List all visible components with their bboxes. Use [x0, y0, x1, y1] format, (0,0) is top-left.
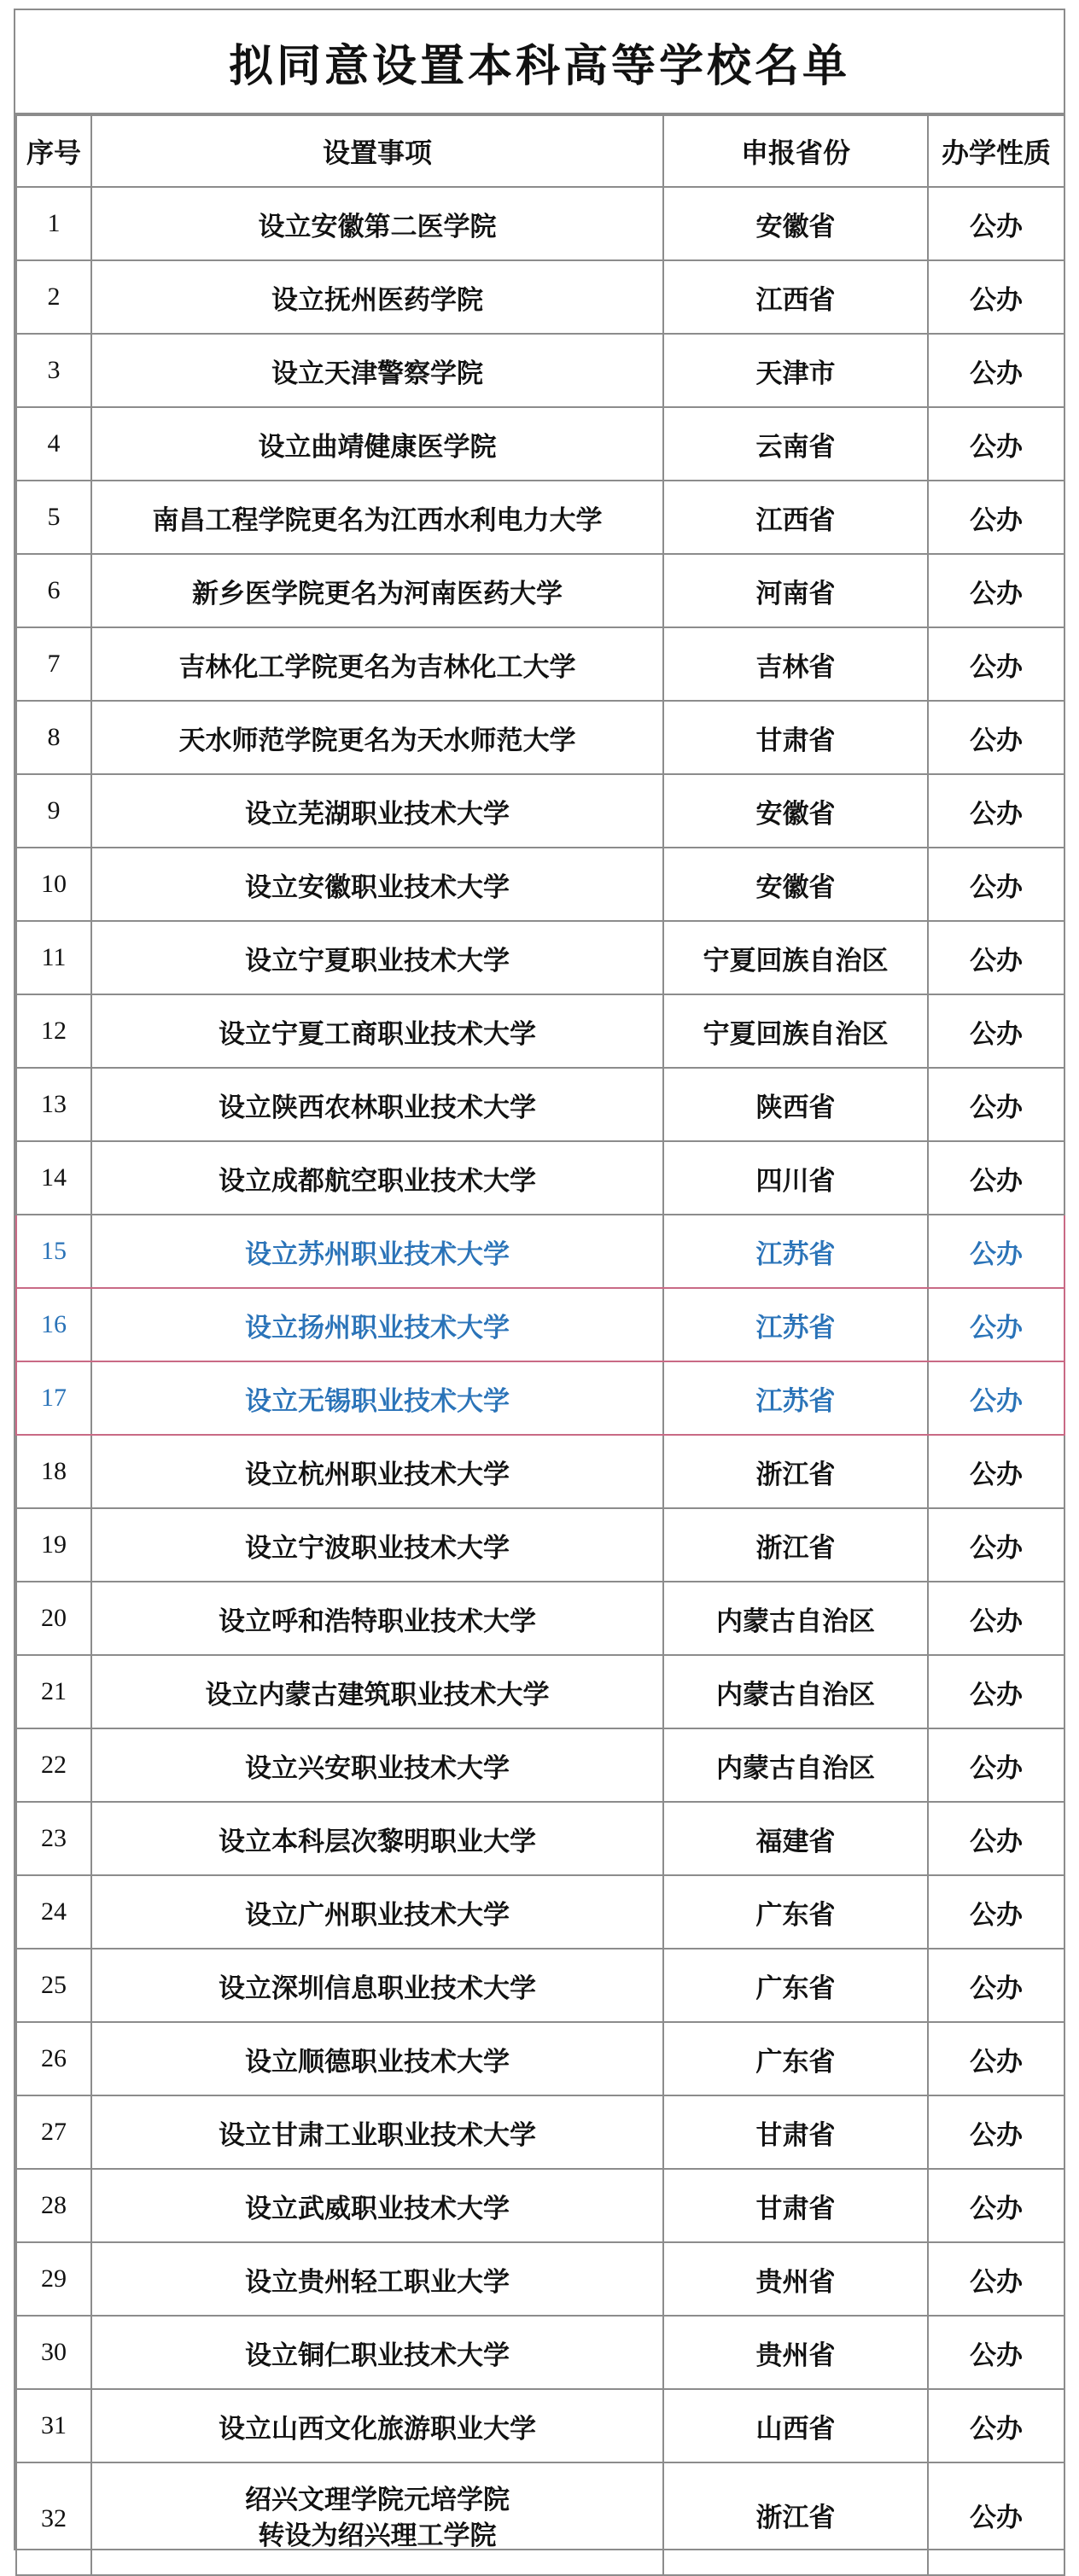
cell-province: 四川省: [663, 1141, 928, 1215]
cell-type: 公办: [928, 848, 1064, 921]
cell-province: 安徽省: [663, 187, 928, 260]
cell-item: 设立无锡职业技术大学: [91, 1361, 663, 1435]
cell-item: 天水师范学院更名为天水师范大学: [91, 701, 663, 774]
cell-province: 安徽省: [663, 848, 928, 921]
cell-province: 天津市: [663, 334, 928, 407]
cell-item: 吉林化工学院更名为吉林化工大学: [91, 627, 663, 701]
cell-type: 公办: [928, 1949, 1064, 2022]
cell-type: 公办: [928, 1582, 1064, 1655]
cell-item: 设立芜湖职业技术大学: [91, 774, 663, 848]
cell-seq: 21: [16, 1655, 91, 1728]
cell-type: 公办: [928, 2389, 1064, 2462]
cell-item: 设立铜仁职业技术大学: [91, 2316, 663, 2389]
school-list-table: [15, 114, 1065, 2576]
cell-item: 设立抚州医药学院: [91, 260, 663, 334]
cell-item: 设立兴安职业技术大学: [91, 1728, 663, 1802]
cell-province: 安徽省: [663, 774, 928, 848]
table-row: [16, 627, 1064, 701]
cell-type: 公办: [928, 1361, 1064, 1435]
cell-seq: 23: [16, 1802, 91, 1875]
cell-type: 公办: [928, 554, 1064, 627]
cell-province: 河南省: [663, 554, 928, 627]
cell-item: 设立陕西农林职业技术大学: [91, 1068, 663, 1141]
table-row: [16, 774, 1064, 848]
cell-item: 设立顺德职业技术大学: [91, 2022, 663, 2095]
table-row: [16, 921, 1064, 994]
table-row: [16, 701, 1064, 774]
cell-type: 公办: [928, 187, 1064, 260]
cell-province: 甘肃省: [663, 2169, 928, 2242]
cell-type: 公办: [928, 1068, 1064, 1141]
table-row: [16, 1508, 1064, 1582]
cell-seq: 25: [16, 1949, 91, 2022]
cell-seq: 5: [16, 481, 91, 554]
cell-item-line: 转设为绍兴理工学院: [258, 2521, 497, 2551]
cell-item: 设立甘肃工业职业技术大学: [91, 2095, 663, 2169]
cell-item: 设立扬州职业技术大学: [91, 1288, 663, 1361]
cell-province: 江西省: [663, 260, 928, 334]
table-row: [16, 1141, 1064, 1215]
table-row: [16, 187, 1064, 260]
cell-item: 设立苏州职业技术大学: [91, 1215, 663, 1288]
table-header-row: [16, 115, 1064, 187]
cell-type: 公办: [928, 2095, 1064, 2169]
cell-type: 公办: [928, 2022, 1064, 2095]
cell-type: 公办: [928, 1215, 1064, 1288]
cell-item: 设立本科层次黎明职业大学: [91, 1802, 663, 1875]
cell-item: 设立天津警察学院: [91, 334, 663, 407]
cell-seq: 31: [16, 2389, 91, 2462]
cell-seq: 15: [16, 1215, 91, 1288]
cell-item: 设立武威职业技术大学: [91, 2169, 663, 2242]
cell-type: 公办: [928, 2462, 1064, 2575]
cell-type: 公办: [928, 1728, 1064, 1802]
cell-item: 设立宁夏工商职业技术大学: [91, 994, 663, 1068]
table-row: [16, 2242, 1064, 2316]
cell-seq: 9: [16, 774, 91, 848]
cell-province: 宁夏回族自治区: [663, 921, 928, 994]
cell-province: 陕西省: [663, 1068, 928, 1141]
table-row: [16, 2095, 1064, 2169]
cell-seq: 16: [16, 1288, 91, 1361]
header-seq: 序号: [16, 115, 91, 187]
cell-province: 江西省: [663, 481, 928, 554]
cell-item-line: 绍兴文理学院元培学院: [245, 2485, 510, 2516]
cell-seq: 14: [16, 1141, 91, 1215]
cell-province: 山西省: [663, 2389, 928, 2462]
cell-type: 公办: [928, 994, 1064, 1068]
cell-seq: 8: [16, 701, 91, 774]
table-row: [16, 334, 1064, 407]
cell-type: 公办: [928, 1508, 1064, 1582]
cell-type: 公办: [928, 1435, 1064, 1508]
cell-item: 设立山西文化旅游职业大学: [91, 2389, 663, 2462]
cell-seq: 11: [16, 921, 91, 994]
table-row: [16, 994, 1064, 1068]
table-row: [16, 407, 1064, 481]
cell-province: 云南省: [663, 407, 928, 481]
cell-type: 公办: [928, 1802, 1064, 1875]
page-title: 拟同意设置本科高等学校名单: [15, 10, 1064, 114]
table-row: [16, 260, 1064, 334]
table-row: [16, 2169, 1064, 2242]
cell-seq: 17: [16, 1361, 91, 1435]
cell-seq: 18: [16, 1435, 91, 1508]
cell-province: 宁夏回族自治区: [663, 994, 928, 1068]
cell-type: 公办: [928, 334, 1064, 407]
table-row: [16, 1728, 1064, 1802]
header-item: 设置事项: [91, 115, 663, 187]
cell-item: 设立呼和浩特职业技术大学: [91, 1582, 663, 1655]
cell-seq: 19: [16, 1508, 91, 1582]
cell-seq: 32: [16, 2462, 91, 2575]
cell-province: 广东省: [663, 1949, 928, 2022]
cell-type: 公办: [928, 2242, 1064, 2316]
table-row: [16, 1582, 1064, 1655]
cell-seq: 4: [16, 407, 91, 481]
table-row-highlighted: [16, 1215, 1064, 1288]
table-body: [16, 187, 1064, 2575]
cell-province: 广东省: [663, 2022, 928, 2095]
cell-type: 公办: [928, 921, 1064, 994]
cell-type: 公办: [928, 1875, 1064, 1949]
cell-seq: 30: [16, 2316, 91, 2389]
cell-type: 公办: [928, 407, 1064, 481]
cell-province: 贵州省: [663, 2316, 928, 2389]
table-row: [16, 481, 1064, 554]
cell-item: 设立成都航空职业技术大学: [91, 1141, 663, 1215]
cell-province: 江苏省: [663, 1215, 928, 1288]
cell-province: 甘肃省: [663, 701, 928, 774]
cell-item: 南昌工程学院更名为江西水利电力大学: [91, 481, 663, 554]
table-row: [16, 1875, 1064, 1949]
cell-item: 设立安徽第二医学院: [91, 187, 663, 260]
cell-item: 设立贵州轻工职业大学: [91, 2242, 663, 2316]
cell-seq: 1: [16, 187, 91, 260]
cell-item: 设立曲靖健康医学院: [91, 407, 663, 481]
cell-type: 公办: [928, 2169, 1064, 2242]
cell-item: 设立广州职业技术大学: [91, 1875, 663, 1949]
cell-seq: 13: [16, 1068, 91, 1141]
table-row: [16, 1949, 1064, 2022]
document-sheet: [14, 9, 1065, 2550]
cell-seq: 22: [16, 1728, 91, 1802]
table-row: [16, 554, 1064, 627]
cell-seq: 27: [16, 2095, 91, 2169]
cell-province: 福建省: [663, 1802, 928, 1875]
cell-seq: 2: [16, 260, 91, 334]
table-row: [16, 1068, 1064, 1141]
table-row-highlighted: [16, 1361, 1064, 1435]
cell-type: 公办: [928, 260, 1064, 334]
table-row: [16, 2316, 1064, 2389]
cell-seq: 24: [16, 1875, 91, 1949]
table-row: [16, 848, 1064, 921]
cell-type: 公办: [928, 481, 1064, 554]
cell-seq: 3: [16, 334, 91, 407]
cell-type: 公办: [928, 1288, 1064, 1361]
table-row: [16, 2022, 1064, 2095]
cell-province: 内蒙古自治区: [663, 1655, 928, 1728]
cell-item: 设立宁夏职业技术大学: [91, 921, 663, 994]
table-row-highlighted: [16, 1288, 1064, 1361]
cell-province: 江苏省: [663, 1361, 928, 1435]
cell-province: 甘肃省: [663, 2095, 928, 2169]
cell-item: 设立内蒙古建筑职业技术大学: [91, 1655, 663, 1728]
cell-seq: 7: [16, 627, 91, 701]
table-row: [16, 1435, 1064, 1508]
cell-province: 贵州省: [663, 2242, 928, 2316]
cell-type: 公办: [928, 774, 1064, 848]
cell-seq: 29: [16, 2242, 91, 2316]
cell-type: 公办: [928, 1141, 1064, 1215]
table-row: [16, 1802, 1064, 1875]
cell-province: 浙江省: [663, 1435, 928, 1508]
cell-seq: 12: [16, 994, 91, 1068]
cell-type: 公办: [928, 2316, 1064, 2389]
cell-item: 新乡医学院更名为河南医药大学: [91, 554, 663, 627]
cell-item: 设立安徽职业技术大学: [91, 848, 663, 921]
header-type: 办学性质: [928, 115, 1064, 187]
header-province: 申报省份: [663, 115, 928, 187]
cell-province: 广东省: [663, 1875, 928, 1949]
cell-province: 吉林省: [663, 627, 928, 701]
cell-seq: 28: [16, 2169, 91, 2242]
cell-seq: 6: [16, 554, 91, 627]
cell-province: 浙江省: [663, 2462, 928, 2575]
cell-item: 设立深圳信息职业技术大学: [91, 1949, 663, 2022]
table-row: [16, 2389, 1064, 2462]
cell-item: 设立杭州职业技术大学: [91, 1435, 663, 1508]
cell-seq: 20: [16, 1582, 91, 1655]
cell-province: 江苏省: [663, 1288, 928, 1361]
table-row: [16, 1655, 1064, 1728]
table-row: [16, 2462, 1064, 2575]
cell-seq: 10: [16, 848, 91, 921]
cell-type: 公办: [928, 701, 1064, 774]
cell-province: 浙江省: [663, 1508, 928, 1582]
cell-item: [91, 2462, 663, 2575]
cell-province: 内蒙古自治区: [663, 1582, 928, 1655]
cell-type: 公办: [928, 627, 1064, 701]
cell-province: 内蒙古自治区: [663, 1728, 928, 1802]
cell-item: 设立宁波职业技术大学: [91, 1508, 663, 1582]
cell-type: 公办: [928, 1655, 1064, 1728]
cell-seq: 26: [16, 2022, 91, 2095]
